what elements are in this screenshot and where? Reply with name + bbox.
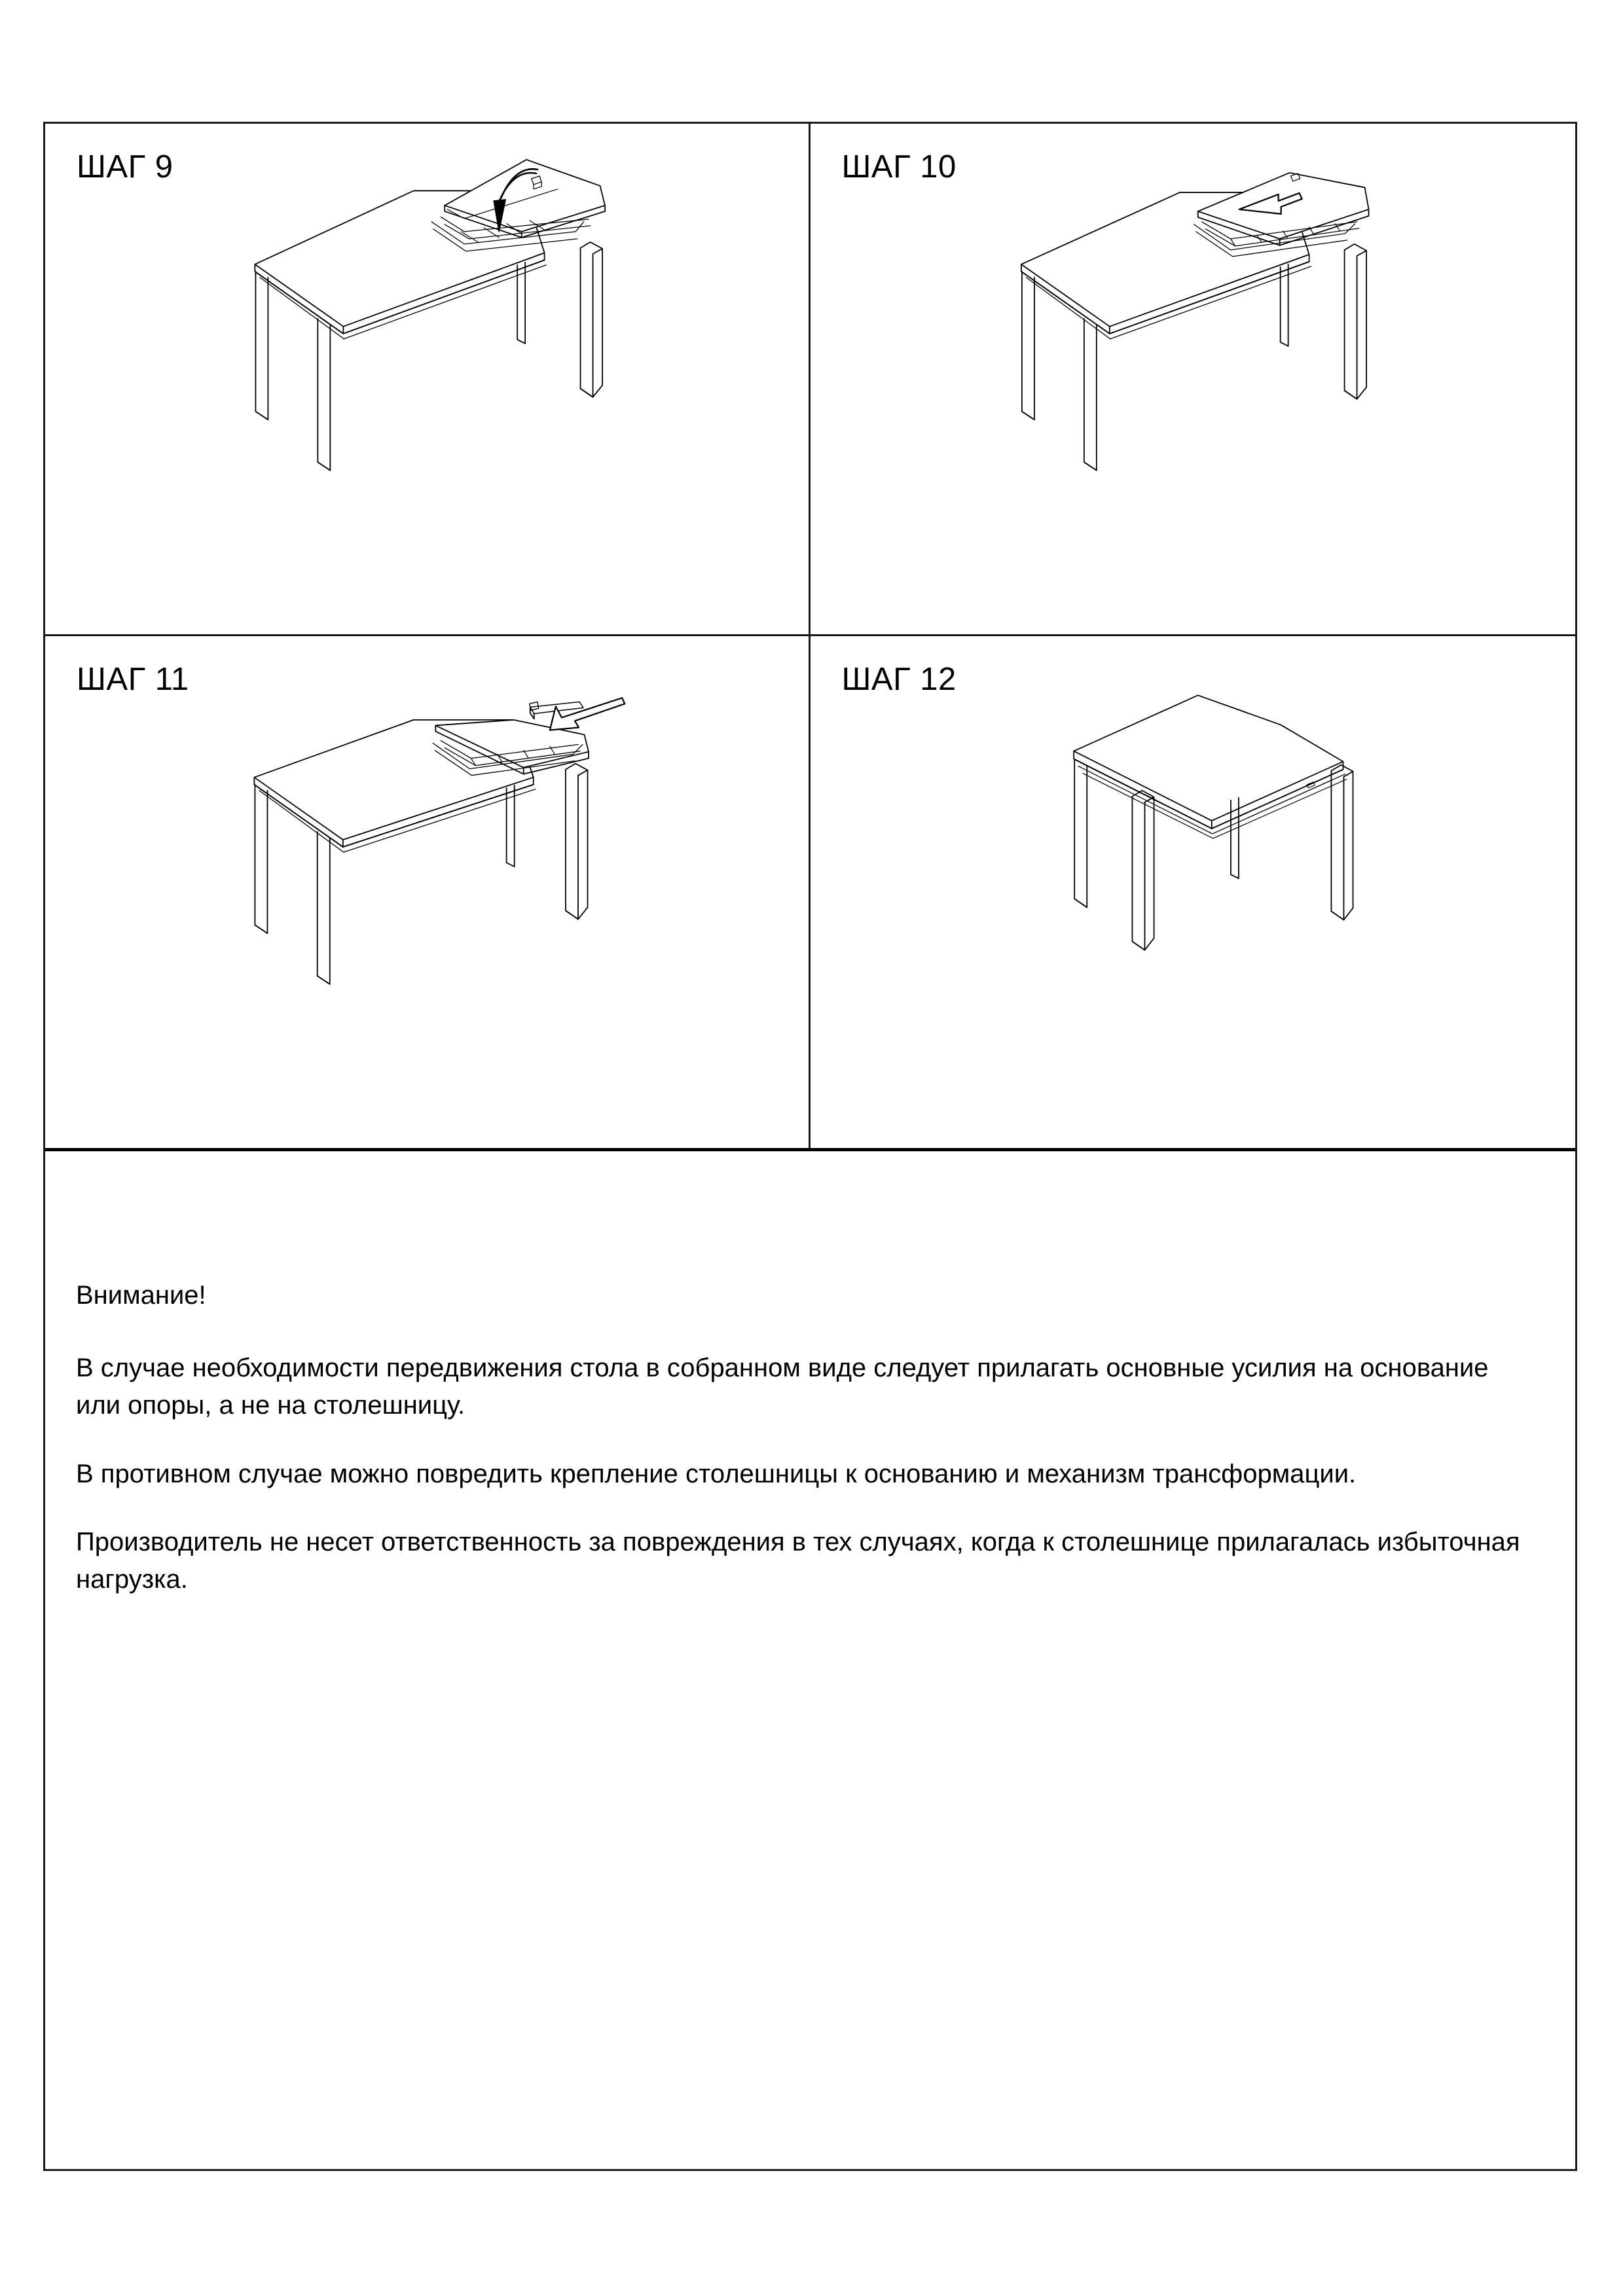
step-panel-12: [811, 636, 1576, 1149]
notice-paragraph-3: Производитель не несет ответственность за повреждения в тех случаях, когда к столешнице прилагалась избыточная нагрузка.: [76, 1528, 1520, 1594]
step-illustration-12: [811, 636, 1576, 1149]
step-title-11: ШАГ 11: [77, 661, 189, 697]
step-panel-9: [45, 124, 811, 636]
step-illustration-9: [45, 124, 809, 634]
notice-paragraph-2: В противном случае можно повредить крепление столешницы к основанию и механизм трансформации.: [76, 1459, 1357, 1488]
step-illustration-11: [45, 636, 809, 1149]
step-title-9: ШАГ 9: [77, 149, 173, 185]
page-frame: [43, 122, 1577, 2171]
step-panel-10: [811, 124, 1576, 636]
step-illustration-10: [811, 124, 1576, 634]
step-title-10: ШАГ 10: [841, 149, 957, 185]
notice-heading: Внимание!: [76, 1281, 206, 1310]
notice-paragraph-1: В случае необходимости передвижения стола в собранном виде следует прилагать основные усилия на основание или опоры, а не на столешницу.: [76, 1354, 1489, 1420]
step-illustration-grid: [45, 124, 1575, 1148]
notice-block: [45, 1148, 1575, 2169]
step-panel-11: [45, 636, 811, 1149]
step-title-12: ШАГ 12: [841, 661, 957, 697]
